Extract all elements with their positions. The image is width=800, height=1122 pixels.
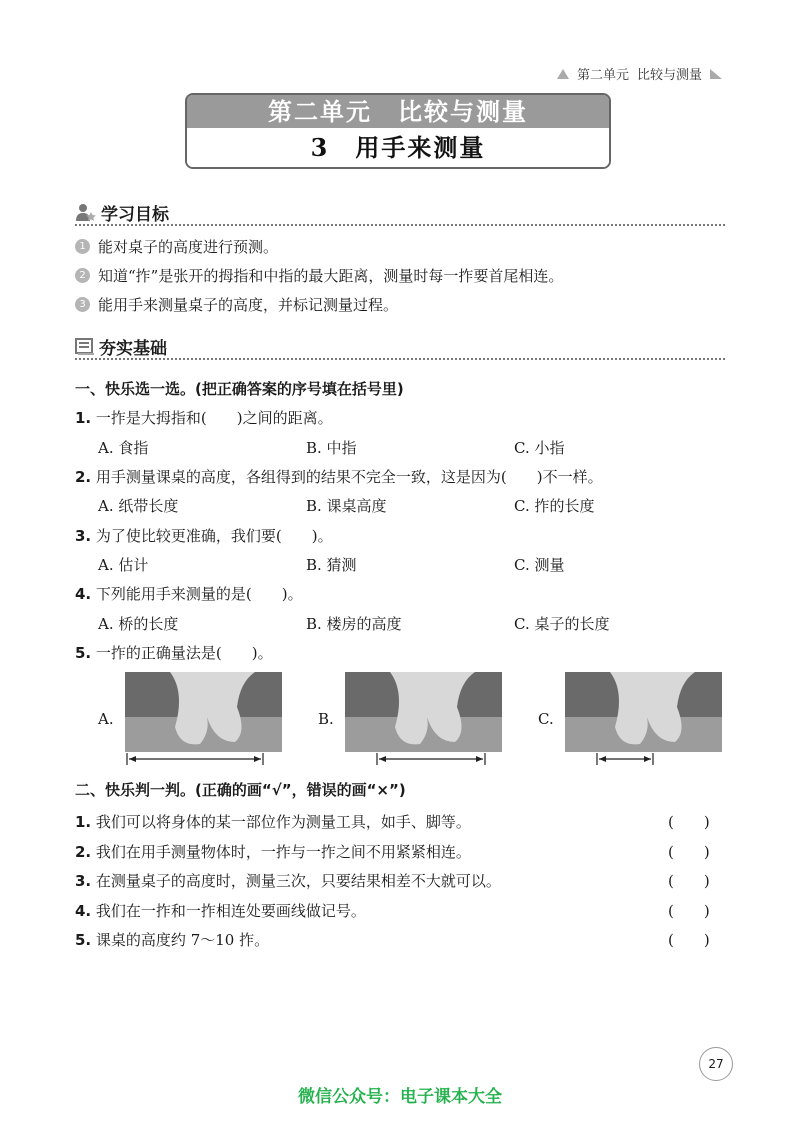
answer-blank[interactable]: ( ) [668, 843, 710, 861]
answer-blank[interactable]: ( ) [668, 872, 710, 890]
section-divider [75, 224, 725, 226]
goals-heading [75, 200, 169, 225]
header-topic: 比较与测量 [636, 68, 702, 83]
option-label: A. [98, 710, 114, 728]
section-divider [75, 358, 725, 360]
measure-arrow [375, 752, 487, 766]
question [75, 466, 603, 487]
item-text: 课桌的高度约 7～10 拃。 [95, 931, 270, 949]
question-number: 3. [75, 527, 92, 545]
question [75, 407, 333, 428]
basics-heading [75, 334, 167, 359]
answer-blank[interactable]: ( ) [668, 931, 710, 949]
item-text: 在测量桌子的高度时，测量三次，只要结果相差不大就可以。 [95, 872, 501, 890]
triangle-icon [710, 69, 722, 79]
option: C. 拃的长度 [514, 497, 595, 515]
hand-span-image [565, 672, 722, 752]
judge-item [75, 870, 501, 891]
question-number: 5. [75, 644, 92, 662]
option: C. 小指 [514, 439, 565, 457]
question-text: 一拃的正确量法是( )。 [95, 644, 273, 662]
running-header [557, 64, 722, 83]
option: B. 中指 [306, 439, 357, 457]
goal-number: 2 [75, 268, 90, 283]
goal-item [75, 265, 563, 286]
option-label: B. [318, 710, 334, 728]
item-number: 4. [75, 902, 92, 920]
part1-heading: 一、快乐选一选。(把正确答案的序号填在括号里) [75, 380, 404, 398]
question-number: 1. [75, 409, 92, 427]
question-number: 2. [75, 468, 92, 486]
goal-number: 3 [75, 297, 90, 312]
question-text: 一拃是大拇指和( )之间的距离。 [95, 409, 333, 427]
question [75, 583, 303, 604]
answer-blank[interactable]: ( ) [668, 813, 710, 831]
option: A. 桥的长度 [98, 615, 179, 633]
option: A. 纸带长度 [98, 497, 179, 515]
item-number: 1. [75, 813, 92, 831]
hand-photo [345, 672, 502, 752]
option: A. 食指 [98, 439, 149, 457]
item-number: 3. [75, 872, 92, 890]
unit-title: 第二单元 比较与测量 [187, 95, 609, 128]
option-label: C. [538, 710, 554, 728]
lesson-title: 3 用手来测量 [187, 128, 609, 167]
option: B. 课桌高度 [306, 497, 387, 515]
option: C. 测量 [514, 556, 565, 574]
question [75, 525, 333, 546]
header-unit: 第二单元 [576, 68, 629, 83]
item-text: 我们可以将身体的某一部位作为测量工具，如手、脚等。 [95, 813, 471, 831]
item-text: 我们在一拃和一拃相连处要画线做记号。 [95, 902, 366, 920]
question [75, 642, 273, 663]
judge-item [75, 929, 269, 950]
measure-arrow [595, 752, 655, 766]
goal-item [75, 294, 398, 315]
judge-item [75, 811, 471, 832]
triangle-icon [557, 69, 569, 79]
answer-blank[interactable]: ( ) [668, 902, 710, 920]
goals-heading-text: 学习目标 [101, 205, 169, 225]
option: A. 估计 [98, 556, 149, 574]
question-text: 为了使比较更准确，我们要( )。 [95, 527, 333, 545]
hand-span-image [345, 672, 502, 752]
question-number: 4. [75, 585, 92, 603]
part2-heading: 二、快乐判一判。(正确的画“√”，错误的画“×”) [75, 781, 406, 799]
item-number: 2. [75, 843, 92, 861]
measure-arrow [125, 752, 265, 766]
footer-watermark: 微信公众号：电子课本大全 [298, 1087, 502, 1107]
goal-text: 能对桌子的高度进行预测。 [98, 238, 279, 256]
option: B. 猜测 [306, 556, 357, 574]
lesson-title-box [185, 93, 611, 169]
option: B. 楼房的高度 [306, 615, 402, 633]
question-text: 下列能用手来测量的是( )。 [95, 585, 303, 603]
page-number: 27 [699, 1047, 733, 1081]
judge-item [75, 900, 366, 921]
goal-item [75, 236, 278, 257]
goal-number: 1 [75, 239, 90, 254]
basics-heading-text: 夯实基础 [99, 339, 167, 359]
goal-text: 能用手来测量桌子的高度，并标记测量过程。 [98, 296, 399, 314]
hand-photo [125, 672, 282, 752]
goal-text: 知道“拃”是张开的拇指和中指的最大距离，测量时每一拃要首尾相连。 [98, 267, 564, 285]
people-icon [75, 203, 97, 223]
judge-item [75, 841, 471, 862]
option: C. 桌子的长度 [514, 615, 610, 633]
item-number: 5. [75, 931, 92, 949]
question-text: 用手测量课桌的高度，各组得到的结果不完全一致，这是因为( )不一样。 [95, 468, 603, 486]
hand-span-image [125, 672, 282, 752]
hand-photo [565, 672, 722, 752]
book-icon [75, 338, 95, 356]
item-text: 我们在用手测量物体时，一拃与一拃之间不用紧紧相连。 [95, 843, 471, 861]
